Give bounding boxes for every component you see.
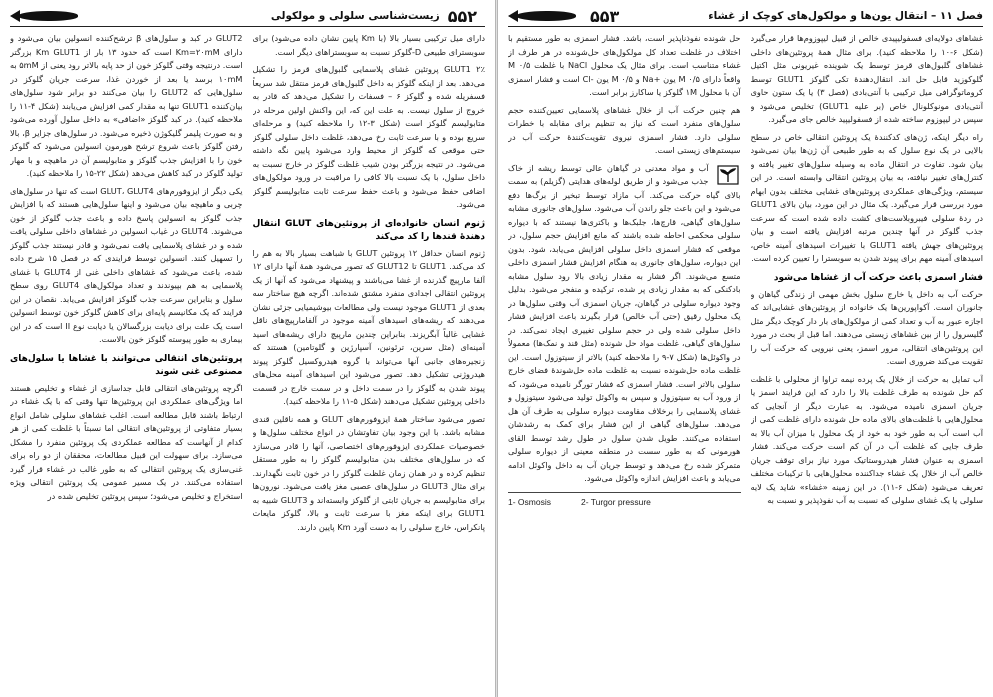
running-title: زیست‌شناسی سلولی و مولکولی	[270, 10, 440, 22]
column-right	[253, 32, 486, 689]
footnote-1: 1- Osmosis	[508, 496, 551, 507]
page-header	[10, 6, 485, 27]
paragraph: تصور می‌شود ساختار همهٔ ایزوفورم‌های GLUT و همه ناقلین قندی مشابه باشد. با این وجود بیان تفاوتشان در انواع مختلف سلول‌ها و خصوصیات عملکردی ایزوفورم‌های اختصاصی، آنها را قادر می‌سازد که در سلول‌های مختلف بدن متابولیسم گلوکز را به طور مستقل تنظیم کرده و در همان زمان غلظت گلوکز را در خون ثابت نگهدارند. برای مثال GLUT3 در سلول‌های عصبی مغز یافت می‌شود. نورون‌ها برای متابولیسم به جریان ثابتی از گلوکز وابسته‌اند و GLUT3 شبیه به GLUT1 برای اینکه مغز با سرعت ثابت و بالا، گلوکز مایعات پانکراس، خارج سلولی را به دست آورد Km پایین دارند.	[252, 413, 485, 532]
column-left	[508, 32, 741, 689]
paragraph: غشاهای دولایه‌ای فسفولیپیدی خالص از قبیل لیپوزوم‌ها قرار می‌گیرد (شکل ۶-۱۰ را ملاحظه کنید). برای مثال همهٔ پروتئین‌های داخلی غشاهای گلبول‌های قرمز توسط یک شوینده غیریونی مثل اکتیل گلوکوزید قابل حل اند. انتقال‌دهندهٔ تکی گلوکز GLUT1 توسط کروماتوگرافی میل ترکیبی با آنتی‌بادی (فصل ۳) یا یک ستون حاوی آنتی‌بادی مونوکلونال خاص (بر علیه GLUT1) تخلیص می‌شود و سپس در لیپوزوم ساخته شده از فسفولیپید خالص جای می‌گیرد.	[750, 33, 983, 124]
section-heading: فشار اسمزی باعث حرکت آب از غشاها می‌شود	[773, 272, 983, 283]
paragraph: GLUT2 در کبد و سلول‌های β ترشح‌کننده انسولین بیان می‌شود و دارای Km=۲۰mM است که حدود ۱۳ بار از Km GLUT1 بزرگتر است. درنتیجه وقتی گلوکز خون از حد پایه بالاتر رود یعنی از ۵mM به ۱۰mM برسد یا بعد از خوردن غذا، سرعت جریان گلوکز در سلول‌هایی که GLUT2 را بیان می‌کنند دو برابر شود سلول‌های بیان‌کننده GLUT1 تنها به مقدار کمی افزایش می‌یابند (شکل ۴-۱۱ را ملاحظه کنید). در کبد گلوکز «اضافی» به داخل سلول آورده می‌شود و به صورت پلیمر گلیکوژن ذخیره می‌شود. در سلول‌های جزایر β، بالا رفتن گلوکز باعث شروع ترشح هورمون انسولین می‌شود که گلوکز خون را با افزایش جذب گلوکز و متابولیسم آن در ماهیچه و با مهار تولید گلوکز در کبد کاهش می‌دهد (شکل ۲۲-۱۵ را ملاحظه کنید).	[10, 33, 243, 178]
column-body	[508, 32, 741, 486]
paragraph: اگرچه پروتئین‌های انتقالی قابل جداسازی از غشاء و تخلیص هستند اما ویژگی‌های عملکردی این پروتئین‌ها تنها وقتی که با یک غشاء در ارتباط باشند قابل مطالعه است. اغلب غشاهای سلولی شامل انواع بسیار متفاوتی از پروتئین‌های انتقالی اما نسبتاً با غلظت کمی از هر کدام از آنهاست که مطالعه عملکردی یک پروتئین منفرد را مشکل می‌سازد. برای سهولت این قبیل مطالعات، محققان از دو راه برای غنی‌سازی یک پروتئین انتقالی که به طور غالب در غشاء قرار گیرد استفاده می‌کنند. در یک مسیر عمومی یک پروتئین انتقالی ویژه استخراج و تخلیص می‌شود؛ سپس پروتئین تخلیص شده در	[10, 382, 243, 501]
footnote-2: 2- Turgor pressure	[580, 496, 651, 507]
text-columns	[10, 32, 485, 689]
paragraph: یکی دیگر از ایزوفورم‌های GLUT، GLUT4 است که تنها در سلول‌های چربی و ماهیچه بیان می‌شود و اینها سلول‌هایی هستند که با افزایش جذب گلوکز به انسولین پاسخ داده و باعث جذب گلوکز از خون می‌شوند. GLUT4 در غیاب انسولین در غشاهای داخلی سلولی یافت شده و در غشای پلاسمایی یافت نمی‌شود و قادر نیستند جذب گلوکز را تسهیل کنند. انسولین توسط فرایندی که در فصل ۱۵ شرح داده شده، باعث می‌شود که غشاهای داخلی غنی از GLUT4 با غشای پلاسمایی به هم بپیوندند و تعداد مولکول‌های GLUT4 روی سطح سلول و بنابراین سرعت جذب گلوکز افزایش می‌یابد. نقصان در این فرایند که یک مکانیسم پایه‌ای برای کاهش گلوکز خون توسط انسولین است یک علت برای دیابت بزرگسالان یا دیابت نوع II است که در این بیماری به طور پیوسته گلوکز خون بالاست.	[10, 185, 243, 344]
page-number: ۵۵۲	[447, 6, 477, 26]
fish-ornament-icon	[508, 8, 582, 24]
page-header	[508, 6, 983, 27]
paragraph: آب و مواد معدنی در گیاهان عالی توسط ریشه از خاک جذب می‌شود و از طریق لوله‌های هدایتی (گزیلم) به سمت بالای گیاه حرکت می‌کند. آب مازاد توسط تبخیر از برگ‌ها دفع می‌شود و این باعث جلو راندن آب می‌شود. سلول‌های جانوری مشابه سلول‌های گیاهی، قارچ‌ها، جلبک‌ها و باکتری‌ها نیستند که با دیواره سلولی محکمی احاطه شده باشند که مانع افزایش حجم سلول، در موقعی که فشار اسمزی داخل سلولی افزایش می‌یابد، شود. بدون این دیواره، سلول‌های جانوری به هنگام افزایش فشار اسمزی داخلی متسع می‌شوند. اگر فشار به مقدار زیادی بالا رود سلول مشابه بادکنکی که به مقدار زیادی پر شده، ترکیده و منفجر می‌شود. بدلیل وجود دیواره سلولی در گیاهان، جریان اسمزی آب وقتی سلول‌ها در یک محلول رقیق (حتی آب خالص) قرار بگیرند باعث افزایش فشار داخل سلولی شده ولی در حجم سلولی تغییری ایجاد نمی‌کند. در سلول‌های گیاهی، غلظت مواد حل شونده (مثل قند و نمک‌ها) معمولاً در واکوئل‌ها (شکل ۷-۹ را ملاحظه کنید) بالاتر از سیتوزول است. این غلظت ماده حل‌شونده نسبت به غلظت ماده حل‌شوندهٔ فضای خارج سلولی بالاتر است. فشار اسمزی که فشار تورگر نامیده می‌شود، که از ورود آب به سیتوزول و سپس به واکوئل تولید می‌شود سیتوزول و غشای پلاسمایی را برخلاف مقاومت دیواره سلولی به طرف آن هل می‌دهد. سلول‌های گیاهی از این فشار برای کمک به رشدشان استفاده می‌کنند. طویل شدن سلول در طول رشد توسط القای هورمونی که به طور سست در منطقه معینی از دیواره سلولی متمرکز شده رخ می‌دهد و توسط جریان آب به داخل واکوئل ادامه می‌یابد و باعث افزایش اندازه واکوئل می‌شود.	[508, 162, 741, 483]
footnotes	[508, 492, 741, 510]
column-right	[751, 32, 984, 689]
paragraph: GLUT1 ۲٪ پروتئین غشای پلاسمایی گلبول‌های قرمز را تشکیل می‌دهد. بعد از اینکه گلوکز به داخل گلبول‌های قرمز منتقل شد سریعاً فسفریله شده و گلوکز ۶ – فسفات را تشکیل می‌دهد که قادر به خروج از سلول نیست. به علت این که، این واکنش اولین مرحله در متابولیسم گلوکز است (شکل ۳-۱۲ را ملاحظه کنید) و مرحله‌ای سریع بوده و با سرعت ثابت رخ می‌دهد، غلظت داخل سلولی گلوکز حتی موقعی که گلوکز از محیط وارد می‌شود پایین نگه داشته می‌شود. در نتیجه بزرگتر بودن شیب غلظت گلوکز در خارج نسبت به داخل سلول، با یک نسبت بالا کافی را مراقبت در ورود مولکول‌های اضافی حفظ می‌شود و باعث حفظ سرعت ثابت متابولیسم گلوکز می‌شود.	[252, 64, 485, 209]
running-title: فصل ۱۱ – انتقال یون‌ها و مولکول‌های کوچک از غشاء	[708, 10, 983, 22]
paragraph: هم چنین حرکت آب از خلال غشاهای پلاسمایی تعیین‌کننده حجم سلول‌های منفرد است که نیاز به تنظیم برای مقابله با خطرات سلولی دارد. فشار اسمزی نیروی تقویت‌کنندهٔ حرکت آب در سیستم‌های زیستی است.	[508, 104, 741, 155]
paragraph: آب تمایل به حرکت از خلال یک پرده نیمه تراوا از محلولی با غلظت کم حل شونده به طرف غلظت بالا را دارد که این فرایند اسمز یا جریان اسمزی نامیده می‌شود. به عبارت دیگر از آنجایی که محلول‌هایی با غلظت‌های بالای ماده حل شونده دارای غلظت کمی از آب است آب به طور خود به خود از یک محلول با میزان آب بالا به طرف جایی که غلظت آب در آن کم است حرکت می‌کند. فشار اسمزی به عنوان فشار هیدروستاتیک مورد نیاز برای توقف جریان خالص آب از خلال یک غشاء جداکننده محلول‌هایی با ترکیبات مختلف تعریف می‌شود (شکل ۶-۱۱). در این زمینه «غشاء» شاید یک لایه سلولی یا یک غشای سلولی که نسبت به آب نفوذپذیر و نسبت به	[750, 373, 983, 505]
fish-ornament-icon	[10, 8, 84, 24]
paragraph: حرکت آب به داخل یا خارج سلول بخش مهمی از زندگی گیاهان و جانوران است. آکواپورین‌ها یک خانواده از پروتئین‌های غشایی‌اند که اجازه عبور به آب و تعداد کمی از مولکول‌های بار دار کوچک دیگر مثل گلیسرول را از بین غشاهای زیستی می‌دهند. اما قبل از بحث در مورد این پروتئین‌های انتقالی، مرور اسمز، یعنی نیرویی که حرکت آب را تقویت می‌کند ضروری است.	[750, 288, 983, 366]
column-left	[10, 32, 243, 689]
section-heading: ژنوم انسان خانواده‌ای از پروتئین‌های GLUT انتقال دهندهٔ قندها را کد می‌کند	[252, 218, 485, 242]
paragraph: دارای میل ترکیبی بسیار بالا (با Km پایین نشان داده می‌شود) برای سوبسترای طبیعی D-گلوکز نسبت به سوبستراهای دیگر است.	[252, 33, 485, 57]
text-columns	[508, 32, 983, 689]
paragraph: حل شونده نفوذناپذیر است، باشد. فشار اسمزی به طور مستقیم با اختلاف در غلظت تعداد کل مولکول‌های حل‌شونده در هر طرف از غشاء متناسب است. برای مثال یک محلول NaCl با غلظت ۰/۵ M واقعاً دارای ۰/۵ M یون +Na و ۰/۵ M یون -Cl است و فشار اسمزی آن با محلول ۱M گلوکز یا ساکارز برابر است.	[508, 33, 741, 97]
plant-icon	[715, 164, 741, 186]
paragraph: ژنوم انسان حداقل ۱۲ پروتئین GLUT با شباهت بسیار بالا به هم را کد می‌کند. GLUT1 تا GLUT12 که تصور می‌شود همهٔ آنها دارای ۱۲ آلفا مارپیچ گذرنده از غشا می‌باشند و پیشنهاد می‌شود که آنها از یک پروتئین انتقالی اجدادی منفرد مشتق شده‌اند. اگرچه هیچ ساختار سه بعدی از GLUT1 موجود نیست ولی مطالعات بیوشیمیایی جزئی نشان می‌دهند که ریشه‌های اسیدهای آمینه موجود در آلفامارپیچ‌های ناقل غشایی غالباً آبگریزند. بنابراین چندین مارپیچ دارای ریشه‌های اسید آمینه‌ای (مثل سرین، ترئونین، آسپارژین و گلوتامین) هستند که زنجیره‌های جانبی آنها می‌تواند با گروه هیدروکسیل گلوکز پیوند هیدروژنی تشکیل دهد. تصور می‌شود این اسیدهای آمینه محل‌های پیوند شدن به گلوکز را در سمت داخل و در سمت خارج در قسمت داخلی پروتئین تشکیل می‌دهند (شکل ۵-۱۱ را ملاحظه کنید).	[252, 247, 485, 406]
page-number: ۵۵۳	[590, 6, 620, 26]
page-553	[498, 0, 993, 697]
page-552	[0, 0, 495, 697]
paragraph: راه دیگر اینکه، ژن‌های کدکنندهٔ یک پروتئین انتقالی خاص در سطح بالایی در یک نوع سلول که به طور طبیعی آن ژن‌ها بیان نمی‌شود بیان شود. تفاوت در انتقال ماده به وسیله سلول‌های تغییر یافته و کنترل‌های تغییر نیافته، به بیان پروتئین انتقالی وابسته است. در این سیستم، ویژگی‌های عملکردی پروتئین‌های غشایی مختلف بدون ابهام مورد بررسی قرار می‌گیرد. یک مثال در این مورد، بیان بالای GLUT1 در ردهٔ سلولی فیبروبلاست‌های کشت داده شده است که سرعت جذب گلوکز در آنها چندین مرتبه افزایش یافته است و بیان پروتئین‌های جهش یافته GLUT1 با تغییرات اسیدهای آمینه خاص، اسیدهای آمینه مهم برای پیوند شدن به سوبسترا را تعیین کرده است.	[750, 131, 983, 263]
section-heading: پروتئین‌های انتقالی می‌توانند با غشاها یا سلول‌های مصنوعی غنی شوند	[10, 353, 243, 377]
